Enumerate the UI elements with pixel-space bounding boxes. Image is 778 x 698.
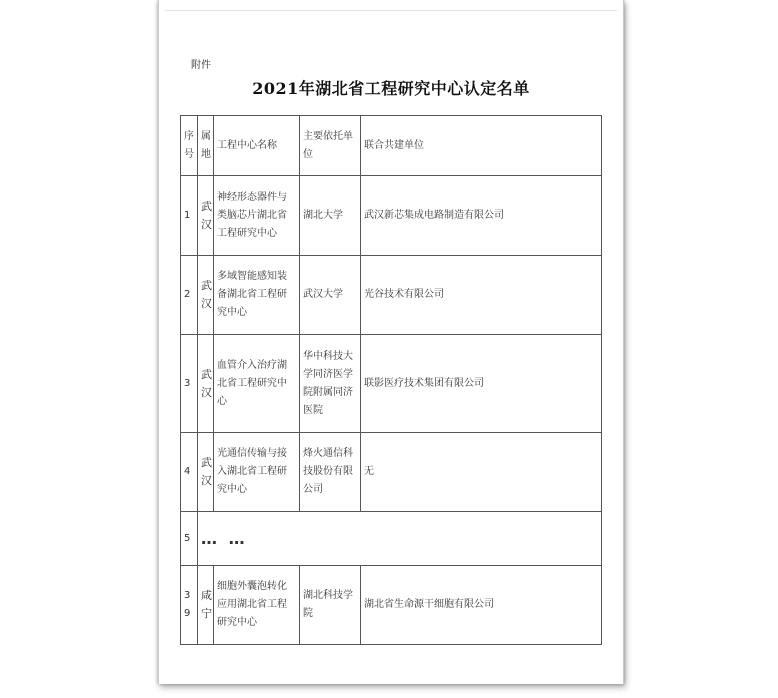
table-row (181, 433, 602, 512)
row-joint-units: 光谷技术有限公司 (361, 256, 602, 335)
row-location: 武汉 (198, 335, 214, 433)
row-main-unit: 华中科技大学同济医学院附属同济医院 (300, 335, 361, 433)
table-row (181, 256, 602, 335)
row-index: 3 (181, 335, 198, 433)
row-main-unit: 湖北科技学院 (300, 566, 361, 645)
header-location: 属地 (198, 116, 214, 176)
header-center-name: 工程中心名称 (214, 116, 300, 176)
attachment-label: 附件 (191, 60, 211, 71)
engineering-center-table (180, 115, 602, 645)
row-location: 武汉 (198, 433, 214, 512)
row-index: 1 (181, 176, 198, 256)
row-main-unit: 烽火通信科技股份有限公司 (300, 433, 361, 512)
header-index: 序号 (181, 116, 198, 176)
table-header-row (181, 116, 602, 176)
row-index: 4 (181, 433, 198, 512)
document-page (158, 0, 624, 684)
row-index: 2 (181, 256, 198, 335)
table-row (181, 566, 602, 645)
document-title: 2021年湖北省工程研究中心认定名单 (252, 79, 530, 98)
row-joint-units: 无 (361, 433, 602, 512)
header-main-unit: 主要依托单位 (300, 116, 361, 176)
row-index: 5 (181, 512, 198, 566)
row-center-name: 细胞外囊泡转化应用湖北省工程研究中心 (214, 566, 300, 645)
page-top-rule (165, 10, 617, 11)
row-center-name: 光通信传输与接入湖北省工程研究中心 (214, 433, 300, 512)
row-joint-units: 联影医疗技术集团有限公司 (361, 335, 602, 433)
row-center-name: 血管介入治疗湖北省工程研究中心 (214, 335, 300, 433)
row-main-unit: 湖北大学 (300, 176, 361, 256)
table-row (181, 176, 602, 256)
header-joint-units: 联合共建单位 (361, 116, 602, 176)
table-row (181, 335, 602, 433)
row-main-unit: 武汉大学 (300, 256, 361, 335)
omitted-rows-ellipsis: … … (198, 512, 602, 566)
row-location: 武汉 (198, 176, 214, 256)
table-row-ellipsis (181, 512, 602, 566)
row-index: 39 (181, 566, 198, 645)
row-center-name: 多域智能感知装备湖北省工程研究中心 (214, 256, 300, 335)
row-location: 武汉 (198, 256, 214, 335)
row-joint-units: 武汉新芯集成电路制造有限公司 (361, 176, 602, 256)
row-location: 咸宁 (198, 566, 214, 645)
row-center-name: 神经形态器件与类脑芯片湖北省工程研究中心 (214, 176, 300, 256)
row-joint-units: 湖北省生命源干细胞有限公司 (361, 566, 602, 645)
